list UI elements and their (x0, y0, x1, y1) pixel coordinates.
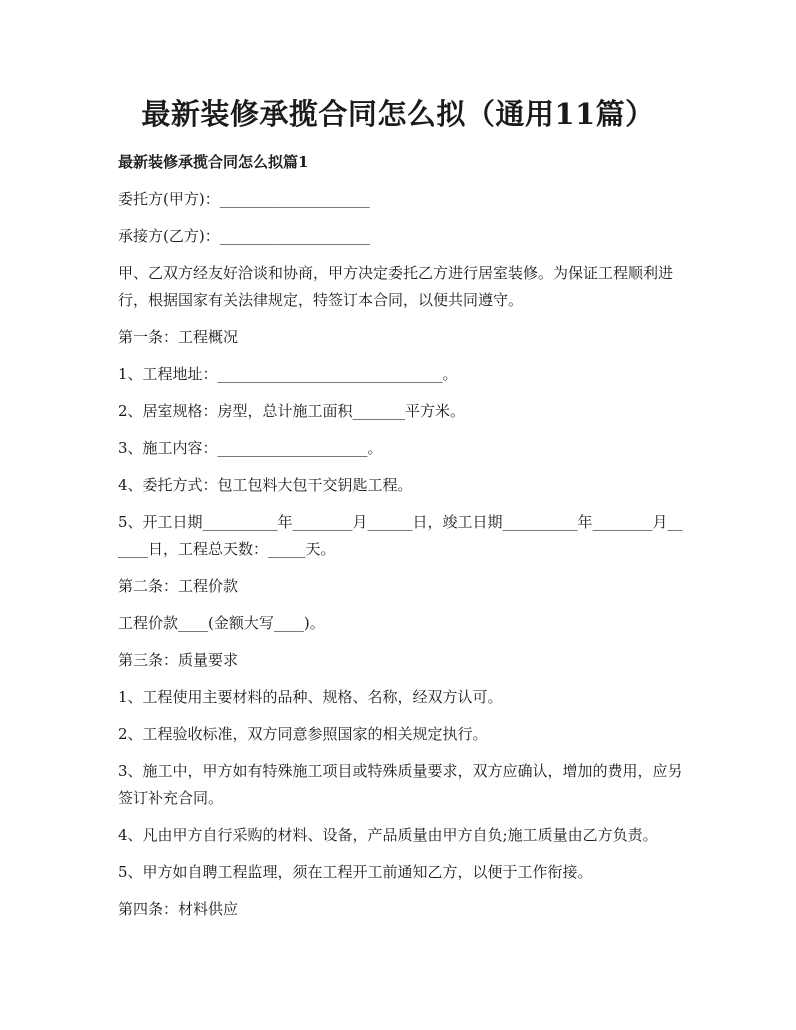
clause-paragraph: 2、居室规格：房型，总计施工面积_______平方米。 (118, 402, 466, 420)
intro-paragraph: 甲、乙双方经友好洽谈和协商，甲方决定委托乙方进行居室装修。为保证工程顺利进行，根据国家有关法律规定，特签订本合同，以便共同遵守。 (118, 264, 674, 309)
article-4-heading: 第四条：材料供应 (118, 900, 239, 918)
clause-paragraph: 1、工程使用主要材料的品种、规格、名称，经双方认可。 (118, 688, 503, 706)
clause-paragraph: 5、开工日期__________年________月______日，竣工日期__________年________月______日，工程总天数：_____天。 (118, 513, 683, 558)
clause-paragraph: 4、凡由甲方自行采购的材料、设备，产品质量由甲方自负;施工质量由乙方负责。 (118, 826, 658, 844)
clause-paragraph: 工程价款____(金额大写____)。 (118, 614, 325, 632)
contractor-party-line: 承接方(乙方)：____________________ (118, 227, 370, 245)
clause-paragraph: 3、施工中，甲方如有特殊施工项目或特殊质量要求，双方应确认，增加的费用，应另签订补充合同。 (118, 762, 683, 807)
clause-paragraph: 1、工程地址：______________________________。 (118, 365, 458, 383)
clause-paragraph: 3、施工内容：____________________。 (118, 439, 383, 457)
document-title: 最新装修承揽合同怎么拟（通用11篇） (141, 97, 655, 131)
clause-paragraph: 5、甲方如自聘工程监理，须在工程开工前通知乙方，以便于工作衔接。 (118, 863, 593, 881)
client-party-line: 委托方(甲方)：____________________ (118, 190, 370, 208)
article-3-heading: 第三条：质量要求 (118, 651, 239, 669)
article-1-heading: 第一条：工程概况 (118, 328, 239, 346)
clause-paragraph: 2、工程验收标准，双方同意参照国家的相关规定执行。 (118, 725, 488, 743)
section-heading: 最新装修承揽合同怎么拟篇1 (118, 153, 309, 171)
document-body (118, 149, 688, 933)
article-2-heading: 第二条：工程价款 (118, 577, 239, 595)
clause-paragraph: 4、委托方式：包工包料大包干交钥匙工程。 (118, 476, 413, 494)
